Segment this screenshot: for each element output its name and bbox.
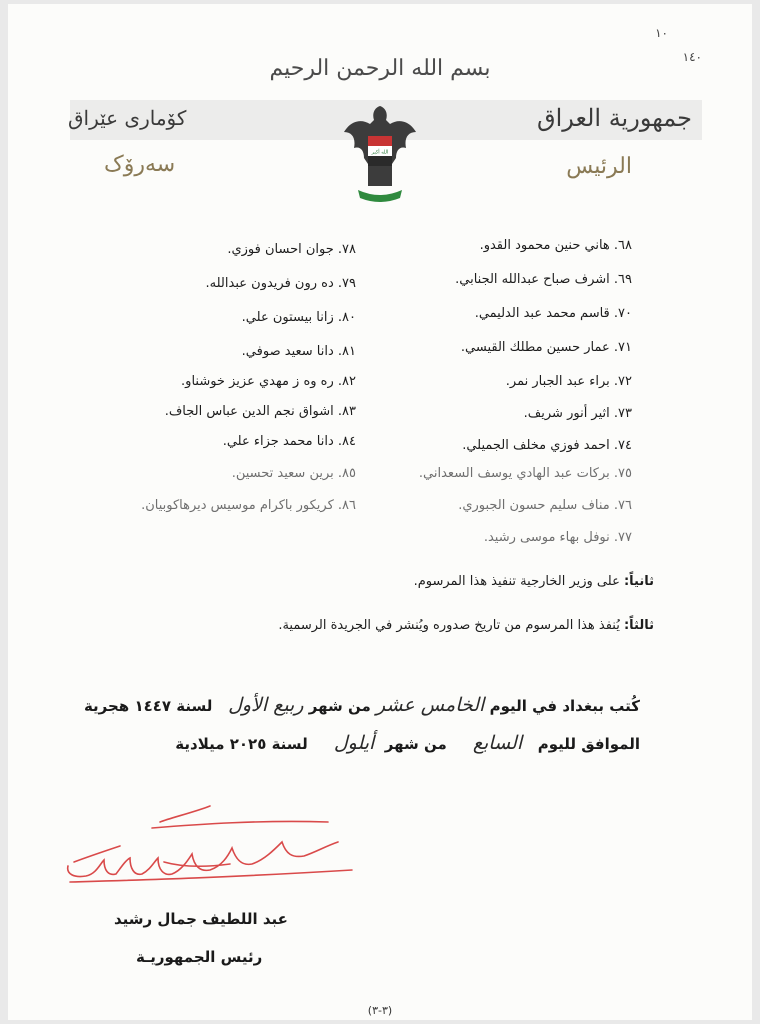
date-day-handwritten: السابع — [472, 732, 523, 754]
country-name-kurdish: کۆماری عێراق — [68, 106, 187, 130]
date-prefix: الموافق لليوم — [537, 735, 640, 753]
page-mark-1: ١٠ — [655, 26, 668, 40]
list-item: ٧٤. احمد فوزي مخلف الجميلي. — [462, 438, 632, 453]
list-item: ٧٠. قاسم محمد عبد الدليمي. — [474, 306, 632, 321]
list-item: ٨٦. كريكور باكرام موسيس ديرهاكوبيان. — [141, 498, 356, 513]
list-item: ٨٥. برين سعيد تحسين. — [231, 466, 356, 481]
list-item: ٨١. دانا سعيد صوفي. — [241, 344, 356, 359]
page-mark-2: ١٤٠ — [682, 50, 702, 64]
date-month-prefix: من شهر — [308, 697, 371, 715]
clause-second-label: ثانياً: — [623, 574, 654, 589]
list-item: ٧٦. مناف سليم حسون الجبوري. — [458, 498, 632, 513]
basmala: بسم الله الرحمن الرحيم — [269, 56, 491, 81]
date-day-handwritten: الخامس عشر — [376, 694, 485, 716]
date-month-handwritten: أيلول — [333, 732, 375, 754]
date-line-hijri — [84, 694, 640, 716]
clause-second — [414, 574, 654, 589]
list-item: ٦٩. اشرف صباح عبدالله الجنابي. — [455, 272, 632, 287]
emblem-text: الله أكبر — [371, 149, 389, 156]
list-item: ٨٤. دانا محمد جزاء علي. — [222, 434, 356, 449]
date-year: لسنة ١٤٤٧ هجرية — [83, 697, 213, 715]
document-page — [8, 4, 752, 1020]
clause-third-text: يُنفذ هذا المرسوم من تاريخ صدوره ويُنشر في الجريدة الرسمية. — [278, 618, 620, 633]
list-item: ٧٧. نوفل بهاء موسى رشيد. — [483, 530, 632, 545]
clause-second-text: على وزير الخارجية تنفيذ هذا المرسوم. — [413, 574, 620, 589]
signatory-position: رئيس الجمهوريـة — [136, 948, 263, 966]
list-item: ٧٥. بركات عبد الهادي يوسف السعداني. — [418, 466, 632, 481]
date-month-handwritten: ربيع الأول — [228, 694, 304, 716]
title-arabic: الرئيس — [566, 154, 632, 179]
clause-third-label: ثالثاً: — [623, 618, 654, 633]
list-item: ٧٣. اثير أنور شريف. — [523, 406, 632, 421]
list-item: ٨٠. زانا بيستون علي. — [241, 310, 356, 325]
clause-third — [278, 618, 654, 633]
list-item: ٨٢. ره وه ز مهدي عزيز خوشناو. — [181, 374, 356, 389]
signature-mark — [60, 800, 360, 890]
signatory-name: عبد اللطيف جمال رشيد — [114, 910, 288, 928]
date-line-gregorian — [175, 732, 640, 754]
list-item: ٧٩. ده رون فريدون عبدالله. — [205, 276, 356, 291]
date-month-prefix: من شهر — [384, 735, 447, 753]
date-prefix: كُتب ببغداد في اليوم — [489, 697, 640, 715]
page-reference: (٣-٣) — [367, 1004, 393, 1017]
date-year: لسنة ٢٠٢٥ ميلادية — [175, 735, 308, 753]
list-item: ٧٢. براء عبد الجبار نمر. — [505, 374, 632, 389]
list-item: ٧٨. جوان احسان فوزي. — [227, 242, 356, 257]
eagle-emblem-icon — [340, 102, 420, 208]
country-name-arabic: جمهورية العراق — [536, 104, 692, 132]
list-item: ٦٨. هاني حنين محمود القدو. — [479, 238, 632, 253]
list-item: ٨٣. اشواق نجم الدين عباس الجاف. — [164, 404, 356, 419]
list-item: ٧١. عمار حسين مطلك القيسي. — [460, 340, 632, 355]
title-kurdish: سەرۆک — [104, 152, 176, 177]
